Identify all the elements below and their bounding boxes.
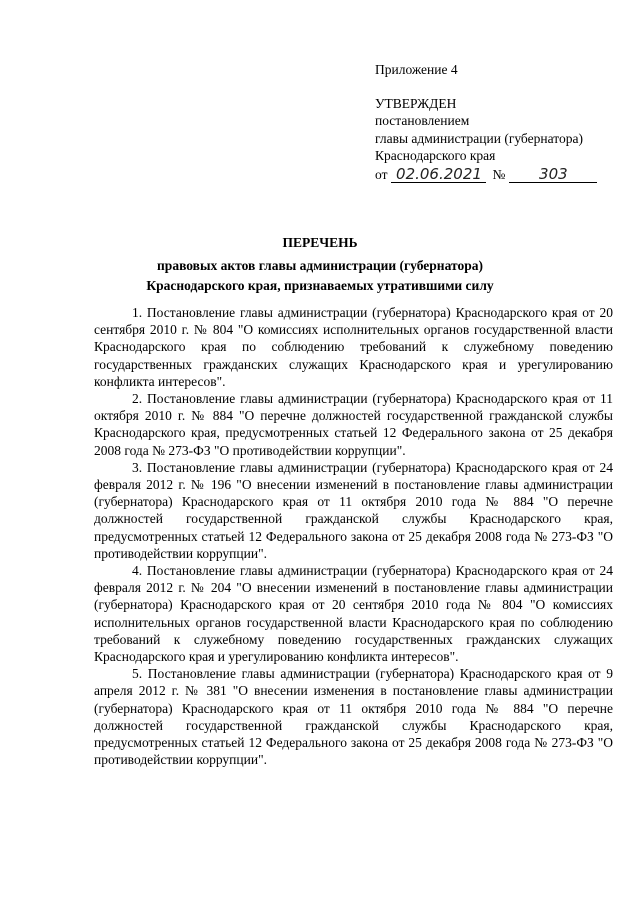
title-line-2: правовых актов главы администрации (губернатора) bbox=[157, 258, 483, 273]
list-item: 4. Постановление главы администрации (губернатора) Краснодарского края от 24 февраля 2012 г. № 204 "О внесении изменений в постановление главы администрации (губернатора) Краснодарского края от 20 сентября 2010 года № 804 "О комиссиях исполнительных органов государственной власти Краснодарского края по соблюдению требований к служебному поведению государственных гражданских служащих Краснодарского края и урегулированию конфликта интересов". bbox=[94, 563, 613, 665]
date-number-line bbox=[375, 166, 597, 184]
list-item: 1. Постановление главы администрации (губернатора) Краснодарского края от 20 сентября 2010 г. № 804 "О комиссиях исполнительных органов государственной власти Краснодарского края по соблюдению требований к служебному поведению государственных гражданских служащих Краснодарского края и урегулированию конфликта интересов". bbox=[94, 305, 613, 389]
approved-by-line-2: главы администрации (губернатора) bbox=[375, 130, 583, 146]
number-label: № bbox=[492, 166, 506, 182]
approved-by-line-3: Краснодарского края bbox=[375, 148, 496, 163]
list-item: 5. Постановление главы администрации (губернатора) Краснодарского края от 9 апреля 2012 г. № 381 "О внесении изменения в постановление главы администрации (губернатора) Краснодарского края от 11 октября 2010 года № 884 "О перечне должностей государственной гражданской службы Краснодарского края, предусмотренных статьей 12 Федерального закона от 25 декабря 2008 года № 273-ФЗ "О противодействии коррупции". bbox=[94, 666, 613, 768]
list-item: 3. Постановление главы администрации (губернатора) Краснодарского края от 24 февраля 2012 г. № 196 "О внесении изменений в постановление главы администрации (губернатора) Краснодарского края от 11 октября 2010 года № 884 "О перечне должностей государственной гражданской службы Краснодарского края, предусмотренных статьей 12 Федерального закона от 25 декабря 2008 года № 273-ФЗ "О противодействии коррупции". bbox=[94, 459, 613, 561]
approved-label: УТВЕРЖДЕН bbox=[375, 95, 457, 111]
title-line-1: ПЕРЕЧЕНЬ bbox=[282, 235, 358, 250]
acts-list bbox=[94, 304, 613, 768]
handwritten-number: 303 bbox=[509, 167, 597, 183]
list-item: 2. Постановление главы администрации (губернатора) Краснодарского края от 11 октября 2010 г. № 884 "О перечне должностей государственной гражданской службы Краснодарского края, предусмотренных статьей 12 Федерального закона от 25 декабря 2008 года № 273-ФЗ "О противодействии коррупции". bbox=[94, 391, 613, 458]
handwritten-date: 02.06.2021 bbox=[391, 167, 486, 183]
approved-by-line-1: постановлением bbox=[375, 113, 470, 128]
from-label: от bbox=[375, 166, 388, 182]
appendix-label: Приложение 4 bbox=[375, 62, 458, 77]
title-line-3: Краснодарского края, признаваемых утратившими силу bbox=[146, 278, 494, 293]
document-title bbox=[0, 233, 640, 296]
approval-block bbox=[375, 61, 597, 183]
